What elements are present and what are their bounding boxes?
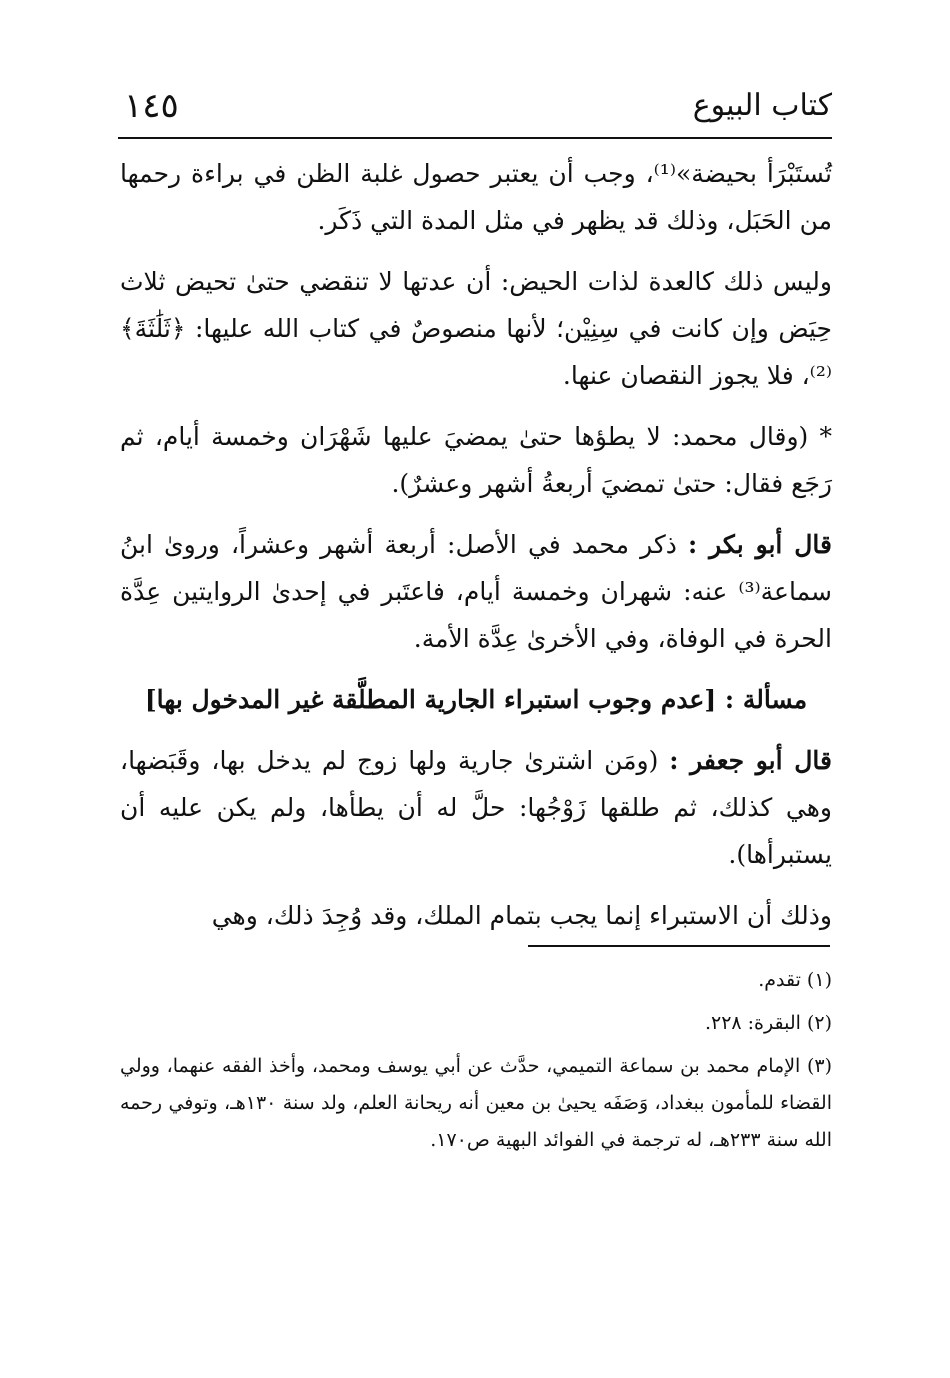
footnote: (١) تقدم. [758, 969, 832, 991]
speaker-lead: قال أبو بكر : [688, 530, 832, 559]
page-number: ١٤٥ [124, 86, 179, 126]
paragraph-text: تُستَبْرَأ بحيضة»⁽¹⁾، وجب أن يعتبر حصول غلبة الظن في براءة رحمها من الحَبَل، وذلك قد يظهر في مثل المدة التي ذَكَر. [120, 159, 832, 235]
speaker-lead: قال أبو جعفر : [669, 746, 832, 775]
paragraph-text: * (وقال محمد: لا يطؤها حتىٰ يمضيَ عليها شَهْرَان وخمسة أيام، ثم رَجَع فقال: حتىٰ تمضيَ أربعةُ أشهر وعشرٌ). [120, 422, 832, 498]
paragraph-text: وليس ذلك كالعدة لذات الحيض: أن عدتها لا تنقضي حتىٰ تحيض ثلاث حِيَض وإن كانت في سِنِيْن؛ لأنها منصوصٌ في كتاب الله عليها: ﴿ثَلَٰثَةَ﴾⁽²⁾، فلا يجوز النقصان عنها. [120, 267, 832, 390]
paragraph-text: (ومَن اشترىٰ جارية ولها زوج لم يدخل بها، وقَبَضها، وهي كذلك، ثم طلقها زَوْجُها: حلَّ له أن يطأها، ولم يكن عليه أن يستبرأها). [120, 746, 832, 869]
paragraph [120, 892, 832, 939]
main-text [120, 150, 832, 953]
chapter-title: كتاب البيوع [692, 88, 832, 123]
footnotes [120, 962, 832, 1165]
paragraph [120, 737, 832, 878]
running-header [118, 86, 832, 134]
footnote: (٢) البقرة: ٢٢٨. [704, 1012, 832, 1034]
footnote: (٣) الإمام محمد بن سماعة التميمي، حدَّث عن أبي يوسف ومحمد، وأخذ الفقه عنهما، وولي القضاء للمأمون ببغداد، وَصَفَه يحيىٰ بن معين أنه ريحانة العلم، ولد سنة ١٣٠هـ، وتوفي رحمه الله سنة ٢٣٣هـ، له ترجمة في الفوائد البهية ص١٧٠. [120, 1055, 832, 1151]
paragraph [120, 150, 832, 244]
paragraph [120, 521, 832, 662]
header-rule [118, 137, 832, 139]
paragraph-text: ذكر محمد في الأصل: أربعة أشهر وعشراً، وروىٰ ابنُ سماعة⁽³⁾ عنه: شهران وخمسة أيام، فاعتَبر في إحدىٰ الروايتين عِدَّة الحرة في الوفاة، وفي الأخرىٰ عِدَّة الأمة. [120, 530, 832, 653]
paragraph-text: وذلك أن الاستبراء إنما يجب بتمام الملك، وقد وُجِدَ ذلك، وهي [211, 901, 832, 930]
paragraph [120, 413, 832, 507]
heading-text: مسألة : [عدم وجوب استبراء الجارية المطلَّقة غير المدخول بها] [144, 685, 808, 714]
paragraph [120, 258, 832, 399]
footnote-rule [528, 945, 830, 947]
section-heading [120, 676, 832, 723]
